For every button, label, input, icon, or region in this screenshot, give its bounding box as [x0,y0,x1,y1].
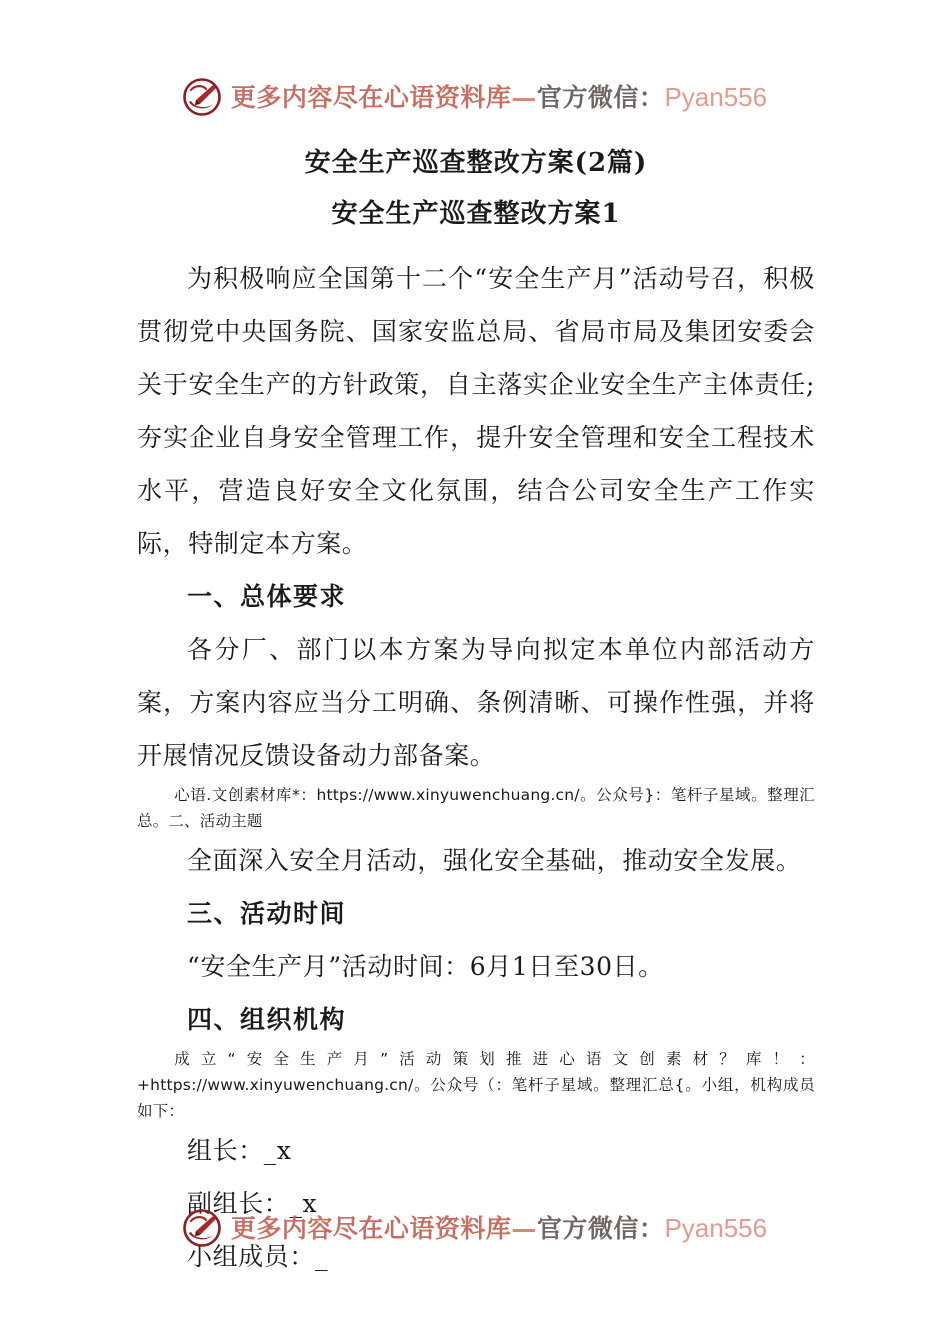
watermark-wechat-id: Pyan556 [664,82,768,112]
watermark-segment-a: 更多内容尽在心语资料库 [230,1214,512,1243]
document-title: 安全生产巡查整改方案(2篇) [304,148,648,178]
theme-paragraph: 全面深入安全月活动，强化安全基础，推动安全发展。 [187,846,802,876]
roster-leader: 组长：_x [187,1136,292,1166]
intro-paragraph: 为积极响应全国第十二个“安全生产月”活动号召，积极贯彻党中央国务院、国家安监总局、省局市局及集团安委会关于安全生产的方针政策，自主落实企业安全生产主体责任;夯实企业自身安全管理工作，提升安全管理和安全工程技术水平，营造良好安全文化氛围，结合公司安全生产工作实际，特制定本方案。 [137,264,815,559]
section-heading-3: 三、活动时间 [187,899,347,929]
brush-seal-logo-icon [183,78,221,116]
section-body-1: 各分厂、部门以本方案为导向拟定本单位内部活动方案，方案内容应当分工明确、条例清晰、可操作性强，并将开展情况反馈设备动力部备案。 [137,635,815,771]
watermark-wechat-id: Pyan556 [664,1213,768,1243]
watermark-text [231,84,767,110]
watermark-dash: — [511,83,537,112]
document-subtitle: 安全生产巡查整改方案1 [331,199,621,230]
watermark-segment-c: 官方微信： [536,1214,665,1243]
section-body-3: “安全生产月”活动时间：6月1日至30日。 [187,952,664,982]
section-heading-4: 四、组织机构 [187,1005,347,1035]
inserted-note-1: 心语.文创素材库*：https://www.xinyuwenchuang.cn/。公众号}：笔杆子星域。整理汇总。二、活动主题 [137,786,815,831]
watermark-dash: — [511,1214,537,1243]
section-heading-1: 一、总体要求 [187,582,347,612]
watermark-header [0,78,950,116]
watermark-segment-c: 官方微信： [536,83,665,112]
document-body [137,146,815,1283]
watermark-segment-a: 更多内容尽在心语资料库 [230,83,512,112]
brush-seal-logo-icon [183,1209,221,1247]
inserted-note-2: 成立“安全生产月”活动策划推进心语文创素材？库！： +https://www.xinyuwenchuang.cn/。公众号（：笔杆子星域。整理汇总{。小组，机构成员如下： [137,1050,815,1121]
watermark-footer [0,1209,950,1247]
roster-deputy-leader: 副组长：_x [187,1189,318,1219]
watermark-text [231,1215,767,1241]
roster-members: 小组成员：_ [187,1242,329,1272]
